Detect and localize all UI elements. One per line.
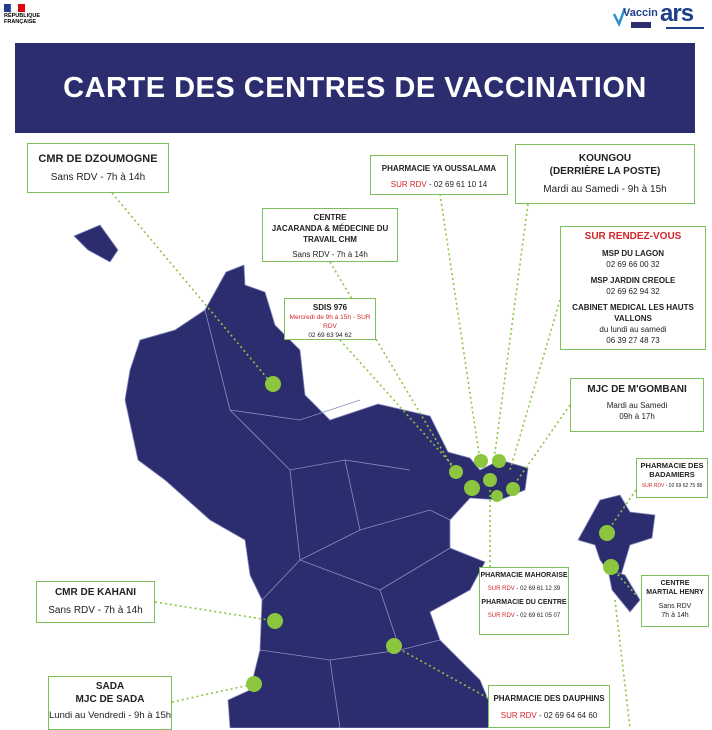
box-mahoraise-centre <box>479 567 569 635</box>
badamiers-phone: - 02 69 62 75 98 <box>665 483 703 489</box>
ars-logo-text: ars <box>660 0 694 27</box>
jacaranda-hours: Sans RDV - 7h à 14h <box>292 250 368 259</box>
ya-oussalama-name: PHARMACIE YA OUSSALAMA <box>381 164 497 173</box>
dot-mahoraise <box>491 490 503 502</box>
box-jacaranda <box>262 208 398 262</box>
dot-dzoumogne <box>265 376 281 392</box>
c3-name: CABINET MEDICAL LES HAUTS VALLONS <box>572 303 694 323</box>
box-badamiers <box>636 458 708 498</box>
sada-name1: SADA <box>95 681 125 692</box>
jacaranda-name2: JACARANDA & MÉDECINE DU <box>271 224 389 233</box>
mahoraise-phone: - 02 69 61 12 39 <box>516 586 561 592</box>
sdis-hours: Mercredi de 9h à 15h - SUR RDV <box>289 314 371 330</box>
box-mgombani <box>570 378 704 432</box>
dot-jacaranda <box>449 465 463 479</box>
mgombani-name: MJC DE M'GOMBANI <box>587 384 687 395</box>
dot-sur-rdv <box>483 473 497 487</box>
c3-days: du lundi au samedi <box>599 325 667 334</box>
dot-martial <box>603 559 619 575</box>
badamiers-rdv: SUR RDV <box>641 483 665 489</box>
ya-oussalama-phone: - 02 69 61 10 14 <box>428 180 488 189</box>
kahani-name: CMR DE KAHANI <box>54 587 137 598</box>
badamiers-name2: BADAMIERS <box>649 470 695 479</box>
c3-phone: 06 39 27 48 73 <box>606 336 660 345</box>
sdis-name: SDIS 976 <box>312 303 348 312</box>
dot-ya-oussalama <box>474 454 488 468</box>
islet-north <box>74 225 118 262</box>
vaccin-logo-text: Vaccin <box>623 7 658 19</box>
sdis-phone: 02 69 63 94 62 <box>308 332 352 339</box>
dot-badamiers <box>599 525 615 541</box>
sada-hours: Lundi au Vendredi - 9h à 15h <box>49 710 172 721</box>
mgombani-hours: 09h à 17h <box>619 412 655 421</box>
rf-line2: FRANÇAISE <box>4 19 37 25</box>
koungou-hours: Mardi au Samedi - 9h à 15h <box>543 184 667 195</box>
dauphins-rdv: SUR RDV <box>500 711 537 720</box>
dot-sada <box>246 676 262 692</box>
dot-sdis <box>464 480 480 496</box>
rf-line1: RÉPUBLIQUE <box>4 13 41 19</box>
dot-kahani <box>267 613 283 629</box>
mahoraise-name: PHARMACIE MAHORAISE <box>480 572 568 579</box>
dauphins-phone: - 02 69 64 64 60 <box>538 711 598 720</box>
martial-name2: MARTIAL HENRY <box>646 589 704 596</box>
centre-pharma-phone: - 02 69 61 05 07 <box>516 613 561 619</box>
dauphins-name: PHARMACIE DES DAUPHINS <box>493 694 605 703</box>
mgombani-days: Mardi au Samedi <box>606 401 668 410</box>
badamiers-name1: PHARMACIE DES <box>640 461 704 470</box>
box-ya-oussalama <box>370 155 508 195</box>
c2-phone: 02 69 62 94 32 <box>606 287 660 296</box>
box-sdis <box>284 298 376 340</box>
dot-mgombani <box>506 482 520 496</box>
c2-name: MSP JARDIN CREOLE <box>590 276 676 285</box>
dzoumogne-name: CMR DE DZOUMOGNE <box>38 153 158 165</box>
sur-rdv-header: SUR RENDEZ-VOUS <box>584 231 682 242</box>
box-martial <box>641 575 709 627</box>
box-kahani <box>36 581 155 623</box>
box-dauphins <box>488 685 610 728</box>
page-title: CARTE DES CENTRES DE VACCINATION <box>63 72 647 104</box>
centre-pharma-rdv: SUR RDV <box>487 613 515 619</box>
jacaranda-name1: CENTRE <box>313 213 347 222</box>
martial-name1: CENTRE <box>660 580 690 587</box>
box-sada <box>48 676 172 730</box>
box-sur-rdv <box>560 226 706 350</box>
sada-name2: MJC DE SADA <box>75 694 145 705</box>
box-koungou <box>515 144 695 204</box>
c1-name: MSP DU LAGON <box>601 249 665 258</box>
koungou-name1: KOUNGOU <box>578 153 632 164</box>
martial-hours: 7h à 14h <box>661 612 689 619</box>
koungou-name2: (DERRIÈRE LA POSTE) <box>549 166 661 177</box>
kahani-hours: Sans RDV - 7h à 14h <box>48 605 143 616</box>
islet-east <box>608 570 640 612</box>
dot-koungou <box>492 454 506 468</box>
box-dzoumogne <box>27 143 169 193</box>
mahoraise-rdv: SUR RDV <box>487 586 515 592</box>
ya-oussalama-rdv: SUR RDV <box>390 180 427 189</box>
jacaranda-name3: TRAVAIL CHM <box>303 235 357 244</box>
martial-rdv: Sans RDV <box>658 603 692 610</box>
dot-dauphins <box>386 638 402 654</box>
dzoumogne-hours: Sans RDV - 7h à 14h <box>50 172 146 183</box>
c1-phone: 02 69 66 00 32 <box>606 260 660 269</box>
centre-pharma-name: PHARMACIE DU CENTRE <box>481 599 567 606</box>
